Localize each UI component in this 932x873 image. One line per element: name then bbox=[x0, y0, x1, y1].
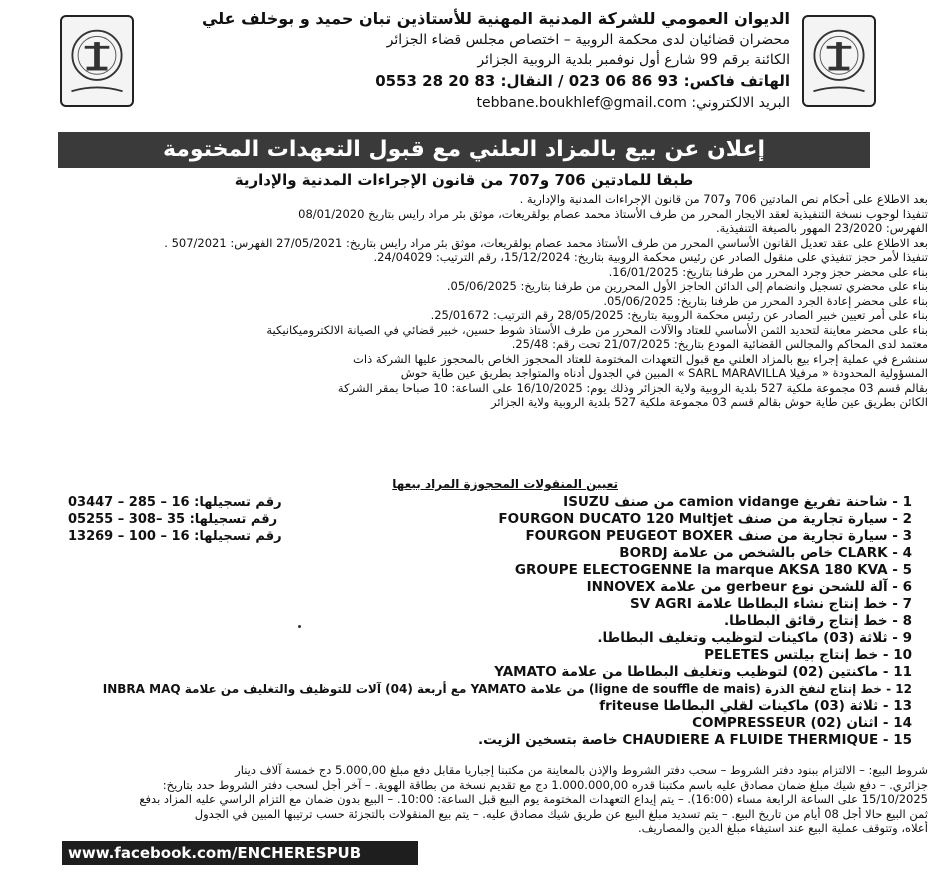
item-text: GROUPE ELECTOGENNE la marque AKSA 180 KVA bbox=[514, 562, 888, 578]
body-line: بعد الاطلاع على أحكام نص المادتين 706 و707 من قانون الإجراءات المدنية والإدارية . bbox=[519, 192, 928, 206]
office-name: الديوان العمومي للشركة المدنية المهنية للأستاذين تبان حميد و بوخلف علي bbox=[201, 9, 790, 28]
item-number: 9 bbox=[902, 630, 912, 646]
scales-emblem-icon bbox=[62, 17, 132, 105]
list-item bbox=[60, 528, 920, 545]
office-phones bbox=[150, 70, 790, 92]
announcement-subtitle: طبقا للمادتين 706 و707 من قانون الإجراءات المدنية والإدارية bbox=[234, 171, 694, 189]
item-description: 4 - CLARK خاص بالشخص من علامة BORDJ bbox=[619, 545, 912, 561]
body-line: بناء على محضر معاينة لتحديد الثمن الأساسي للعتاد والآلات المحرر من طرف الأستاذ شوط حسين، خبير قضائي في الصيانة الالكتروميكانيكية bbox=[266, 322, 928, 337]
scales-emblem-icon bbox=[804, 17, 874, 105]
item-text: خط إنتاج نشاء البطاطا علامة SV AGRI bbox=[630, 596, 888, 612]
item-description: 6 - آلة للشحن نوع gerbeur من علامة INNOVEX bbox=[586, 579, 912, 595]
body-line: تنفيذا لأمر حجز تنفيذي على منقول الصادر عن رئيس محكمة الروبية بتاريخ: 15/12/2024، رقم الترتيب: 24/04029. bbox=[373, 250, 928, 264]
list-item bbox=[60, 681, 920, 698]
body-line: بناء على محضر إعادة الجرد المحرر من طرفنا بتاريخ: 05/06/2025. bbox=[603, 293, 928, 308]
item-description: 12 - خط إنتاج لنفخ الذرة (ligne de souffle de mais) من علامة YAMATO مع أربعة (04) آلات للتوظيف والتغليف من علامة INBRA MAQ bbox=[102, 682, 912, 696]
item-text: خط إنتاج لنفخ الذرة (ligne de souffle de mais) من علامة YAMATO مع أربعة (04) آلات للتوظيف والتغليف من علامة INBRA MAQ bbox=[102, 682, 882, 696]
list-item bbox=[60, 562, 920, 579]
item-description: 2 - سيارة تجارية من صنف FOURGON DUCATO 120 Multjet bbox=[498, 511, 912, 527]
email-address: tebbane.boukhlef@gmail.com bbox=[476, 95, 687, 111]
list-item bbox=[60, 613, 920, 630]
item-description: 14 - اثنان (02) COMPRESSEUR bbox=[692, 715, 912, 731]
item-description: 9 - ثلاثة (03) ماكينات لتوظيب وتغليف البطاطا. bbox=[597, 630, 912, 646]
item-number: 1 bbox=[902, 494, 912, 510]
office-logo-left bbox=[60, 15, 134, 107]
list-item bbox=[60, 579, 920, 596]
sale-terms bbox=[58, 763, 928, 836]
office-jurisdiction: محضران قضائيان لدى محكمة الروبية – اختصاص مجلس قضاء الجزائر bbox=[386, 32, 790, 48]
item-description: 11 - ماكنتين (02) لتوظيب وتغليف البطاطا من علامة YAMATO bbox=[494, 664, 912, 680]
list-item bbox=[60, 664, 920, 681]
item-text: CLARK خاص بالشخص من علامة BORDJ bbox=[619, 545, 888, 561]
list-item bbox=[60, 698, 920, 715]
item-text: ثلاثة (03) ماكينات لتوظيب وتغليف البطاطا. bbox=[597, 630, 888, 646]
item-text: اثنان (02) COMPRESSEUR bbox=[692, 715, 879, 731]
list-item bbox=[60, 647, 920, 664]
item-description: 5 - GROUPE ELECTOGENNE la marque AKSA 180 KVA bbox=[514, 562, 912, 578]
seized-items-list bbox=[60, 494, 920, 749]
office-header bbox=[150, 8, 790, 114]
announcement-title: إعلان عن بيع بالمزاد العلني مع قبول التعهدات المختومة bbox=[58, 132, 870, 168]
item-description: 15 - CHAUDIERE A FLUIDE THERMIQUE خاصة بتسخين الزيت. bbox=[477, 732, 912, 748]
body-line: بناء على أمر تعيين خبير الصادر عن رئيس محكمة الروبية بتاريخ: 28/05/2025 رقم الترتيب: 25/01672. bbox=[430, 308, 928, 322]
body-line: بعد الاطلاع على عقد تعديل القانون الأساسي المحرر من طرف الأستاذ محمد عصام بولقريعات، موثق بئر مراد رايس بتاريخ: 27/05/2021 الفهرس: 507/2021 . bbox=[164, 235, 928, 250]
item-number: 14 bbox=[893, 715, 912, 731]
office-address: الكائنة برقم 99 شارع أول نوفمبر بلدية الروبية الجزائر bbox=[477, 52, 790, 68]
item-registration: رقم تسجيلها: 16 – 285 – 03447 bbox=[68, 495, 282, 510]
terms-line: أعلاه، وتتوقف عملية البيع عند استيفاء مبلغ الدين والمصاريف. bbox=[638, 821, 928, 835]
item-text: CHAUDIERE A FLUIDE THERMIQUE خاصة بتسخين الزيت. bbox=[477, 732, 879, 748]
item-registration: رقم تسجيلها: 35 –308 – 05255 bbox=[68, 512, 278, 527]
list-item bbox=[60, 596, 920, 613]
item-number: 6 bbox=[902, 579, 912, 595]
item-number: 3 bbox=[902, 528, 912, 544]
item-text: ماكنتين (02) لتوظيب وتغليف البطاطا من علامة YAMATO bbox=[494, 664, 879, 680]
item-text: آلة للشحن نوع gerbeur من علامة INNOVEX bbox=[586, 579, 888, 595]
body-line: بناء على محضر حجز وجرد المحرر من طرفنا بتاريخ: 16/01/2025. bbox=[608, 264, 928, 279]
item-text: شاحنة تفريغ camion vidange من صنف ISUZU bbox=[563, 494, 888, 510]
item-description: 7 - خط إنتاج نشاء البطاطا علامة SV AGRI bbox=[630, 596, 912, 612]
item-description: 8 - خط إنتاج رقائق البطاطا. bbox=[724, 613, 912, 629]
item-text: سيارة تجارية من صنف FOURGON PEUGEOT BOXER bbox=[525, 528, 888, 544]
item-text: خط إنتاج رقائق البطاطا. bbox=[724, 613, 888, 629]
item-number: 4 bbox=[902, 545, 912, 561]
body-line: الفهرس: 23/2020 المهور بالصيغة التنفيذية. bbox=[716, 221, 928, 235]
body-line: معتمد لدى المحاكم والمجالس القضائية المودع بتاريخ: 21/07/2025 تحت رقم: 25/48. bbox=[511, 337, 928, 351]
list-item bbox=[60, 545, 920, 562]
list-item bbox=[60, 715, 920, 732]
item-number: 2 bbox=[902, 511, 912, 527]
mobile-number: 0553 28 20 83 bbox=[375, 72, 496, 90]
item-description: 1 - شاحنة تفريغ camion vidange من صنف ISUZU bbox=[563, 494, 912, 510]
item-number: 15 bbox=[893, 732, 912, 748]
body-line: بناء على محضري تسجيل وانضمام إلى الدائن الحاجز الأول المحررين من طرفنا بتاريخ: 05/06/2025. bbox=[446, 279, 928, 293]
item-text: ثلاثة (03) ماكينات لقلي البطاطا friteuse bbox=[599, 698, 879, 714]
item-description: 13 - ثلاثة (03) ماكينات لقلي البطاطا friteuse bbox=[599, 698, 912, 714]
item-number: 12 bbox=[895, 682, 912, 696]
office-logo-right bbox=[802, 15, 876, 107]
item-text: سيارة تجارية من صنف FOURGON DUCATO 120 Multjet bbox=[498, 511, 888, 527]
list-item bbox=[60, 494, 920, 511]
item-number: 7 bbox=[902, 596, 912, 612]
item-description: 10 - خط إنتاج بيلتس PELETES bbox=[704, 647, 912, 663]
item-number: 10 bbox=[893, 647, 912, 663]
list-item bbox=[60, 732, 920, 749]
item-number: 8 bbox=[902, 613, 912, 629]
terms-line: شروط البيع: – الالتزام ببنود دفتر الشروط – سحب دفتر الشروط والإذن بالمعاينة من مكتبنا إجباريا مقابل دفع مبلغ 5.000,00 دج خمسة آلاف دينار bbox=[235, 763, 928, 777]
item-text: خط إنتاج بيلتس PELETES bbox=[704, 647, 879, 663]
body-line: المسؤولية المحدودة « مرفيلا SARL MARAVILLA » المبين في الجدول أدناه والمتواجد بطريق عين طاية حوش bbox=[400, 366, 928, 380]
phone-label: الهاتف فاكس: bbox=[683, 72, 790, 90]
body-line: بقالم قسم 03 مجموعة ملكية 527 بلدية الروبية ولاية الجزائر وذلك يوم: 16/10/2025 على الساعة: 10 صباحا بمقر الشركة bbox=[337, 380, 928, 395]
terms-line: جزائري. – دفع شيك مبلغ ضمان مصادق عليه باسم مكتبنا قدره 1.000.000,00 دج مع تقديم نسخة من بطاقة الهوية. – آخر أجل لسحب دفتر الشروط حدد بتاريخ: bbox=[162, 777, 928, 792]
body-line: سنشرع في عملية إجراء بيع بالمزاد العلني مع قبول التعهدات المختومة للعتاد المحجوز الخاص بالمحجوز عليها الشركة ذات bbox=[353, 351, 928, 366]
footer-link: www.facebook.com/ENCHERESPUB bbox=[62, 841, 418, 865]
terms-line: ثمن البيع حالا أجل 08 أيام من تاريخ البيع. – يتم تسديد مبلغ البيع عن طريق شيك مصادق عليه. – يتم بيع المنقولات بالتجزئة حسب ترتيبها المبين في الجدول bbox=[194, 806, 928, 821]
items-list-title: تعيين المنقولات المحجوزة المراد بيعها bbox=[392, 477, 618, 491]
terms-line: 15/10/2025 على الساعة الرابعة مساء (16:00). – يتم إيداع التعهدات المختومة يوم البيع قبل الساعة: 10:00. – البيع بدون ضمان مع التزام الراسي عليه المزاد بدفع bbox=[139, 792, 928, 806]
body-line: الكائن بطريق عين طاية حوش بقالم قسم 03 مجموعة ملكية 527 بلدية الروبية ولاية الجزائر bbox=[490, 395, 928, 409]
item-number: 13 bbox=[893, 698, 912, 714]
list-item bbox=[60, 511, 920, 528]
phone-number: 023 06 86 93 bbox=[568, 72, 679, 90]
mobile-label: / النقال: bbox=[500, 72, 564, 90]
item-description: 3 - سيارة تجارية من صنف FOURGON PEUGEOT BOXER bbox=[525, 528, 912, 544]
office-email bbox=[150, 92, 790, 114]
scan-speck bbox=[298, 625, 301, 628]
body-line: تنفيذا لوجوب نسخة التنفيذية لعقد الايجار المحرر من طرف الأستاذ محمد عصام بولقريعات، موثق بئر مراد رايس بتاريخ 08/01/2020 bbox=[298, 206, 928, 221]
announcement-body bbox=[58, 192, 928, 410]
email-label: البريد الالكتروني: bbox=[691, 95, 790, 111]
item-registration: رقم تسجيلها: 16 – 100 – 13269 bbox=[68, 529, 282, 544]
list-item bbox=[60, 630, 920, 647]
item-number: 5 bbox=[902, 562, 912, 578]
item-number: 11 bbox=[893, 664, 912, 680]
